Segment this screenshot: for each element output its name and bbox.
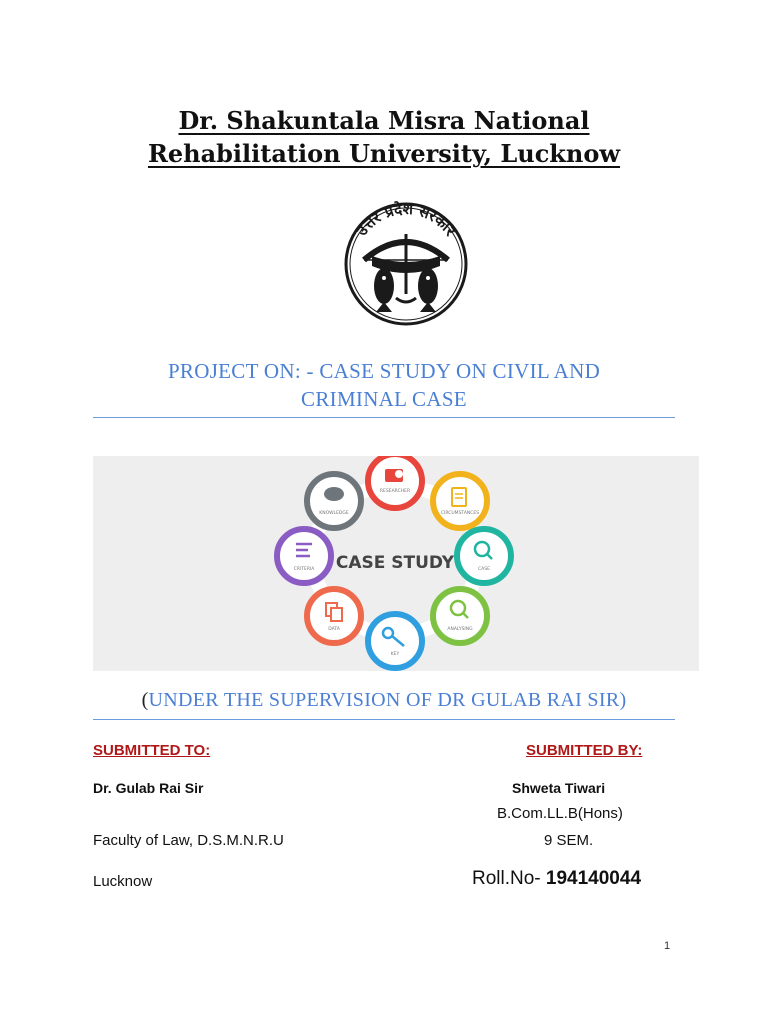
university-title	[0, 104, 768, 170]
researcher-icon	[385, 469, 403, 482]
node-label-case: CASE	[478, 567, 490, 572]
node-label-knowledge: KNOWLEDGE	[319, 511, 349, 516]
supervision-text: UNDER THE SUPERVISION OF DR GULAB RAI SIR	[148, 689, 620, 711]
node-key	[368, 614, 422, 668]
student-course: B.Com.LL.B(Hons)	[497, 805, 623, 822]
node-researcher	[368, 456, 422, 508]
city-line: Lucknow	[93, 873, 153, 890]
up-government-emblem	[336, 194, 476, 326]
node-label-analysing: ANALYSING	[447, 627, 473, 632]
university-title-line1: Dr. Shakuntala Misra National	[178, 106, 590, 135]
faculty-line: Faculty of Law, D.S.M.N.R.U	[93, 832, 284, 849]
roll-number-line	[472, 868, 641, 890]
submitted-by-label: SUBMITTED BY:	[526, 742, 643, 759]
svg-text:उत्तर प्रदेश सरकार: उत्तर प्रदेश सरकार	[352, 199, 460, 240]
node-label-researcher: RESEARCHER	[379, 489, 411, 494]
node-analysing	[433, 589, 487, 643]
student-name: Shweta Tiwari	[512, 780, 606, 796]
supervisor-name: Dr. Gulab Rai Sir	[93, 780, 204, 796]
supervision-close-paren: )	[619, 689, 627, 711]
supervision-rule	[93, 719, 675, 720]
node-label-circumstances: CIRCUMSTANCES	[440, 511, 480, 516]
node-circumstances	[433, 474, 487, 528]
project-title-rule	[93, 417, 675, 418]
project-title-line2: CRIMINAL CASE	[301, 387, 467, 411]
node-case	[457, 529, 511, 583]
node-data	[307, 589, 361, 643]
brain-icon	[324, 487, 344, 501]
case-study-center-text: CASE STUDY	[335, 553, 455, 573]
project-title-line1: PROJECT ON: - CASE STUDY ON CIVIL AND	[167, 359, 601, 383]
submitted-to-label: SUBMITTED TO:	[93, 742, 211, 759]
case-study-banner	[93, 456, 699, 671]
supervision-open-paren: (	[141, 689, 149, 711]
case-study-diagram	[93, 456, 699, 671]
student-semester: 9 SEM.	[544, 832, 594, 849]
node-knowledge	[307, 474, 361, 528]
project-title	[80, 357, 688, 413]
node-label-data: DATA	[328, 627, 340, 632]
roll-number-label: Roll.No-	[472, 868, 546, 889]
node-criteria	[277, 529, 331, 583]
page-number: 1	[664, 940, 671, 952]
roll-number-value: 194140044	[545, 868, 642, 889]
node-label-criteria: CRITERIA	[293, 567, 315, 572]
supervision-line	[0, 689, 768, 712]
node-label-key: KEY	[390, 652, 400, 657]
university-title-line2: Rehabilitation University, Lucknow	[147, 139, 621, 168]
